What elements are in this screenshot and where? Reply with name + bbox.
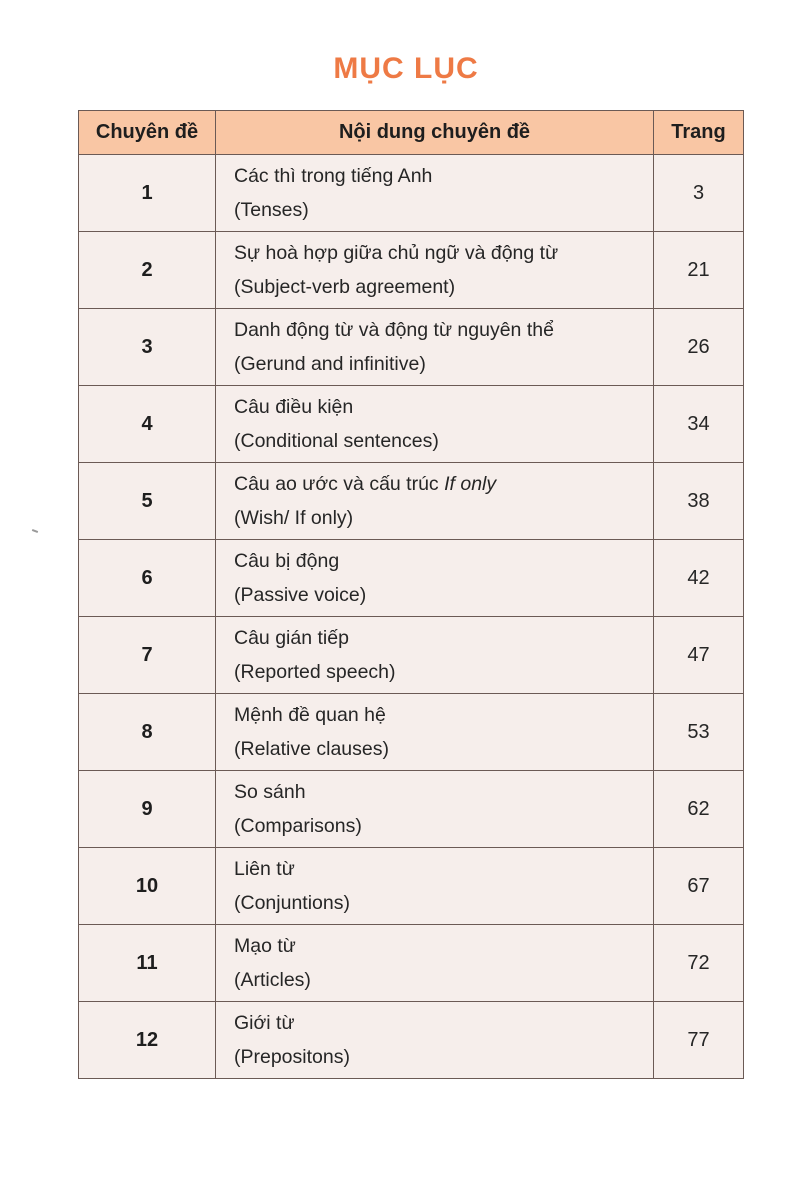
topic-content bbox=[216, 771, 654, 848]
topic-content bbox=[216, 309, 654, 386]
header-topic: Chuyên đề bbox=[79, 111, 216, 155]
topic-number: 6 bbox=[79, 540, 216, 617]
topic-title-vi bbox=[234, 236, 653, 270]
topic-number: 12 bbox=[79, 1002, 216, 1079]
table-row bbox=[79, 925, 744, 1002]
topic-title-vi bbox=[234, 621, 653, 655]
topic-title-en: (Articles) bbox=[234, 969, 311, 991]
page-number: 72 bbox=[654, 925, 744, 1002]
topic-title-vi-text: Các thì trong tiếng Anh bbox=[234, 165, 433, 187]
topic-title-vi-text: Giới từ bbox=[234, 1012, 295, 1034]
topic-content bbox=[216, 386, 654, 463]
topic-title-vi-text: Liên từ bbox=[234, 858, 295, 880]
table-row bbox=[79, 386, 744, 463]
header-content: Nội dung chuyên đề bbox=[216, 111, 654, 155]
page-number: 77 bbox=[654, 1002, 744, 1079]
page-title: MỤC LỤC bbox=[333, 52, 479, 85]
page-number: 42 bbox=[654, 540, 744, 617]
topic-title-vi-text: So sánh bbox=[234, 781, 306, 803]
topic-title-en: (Tenses) bbox=[234, 199, 309, 221]
topic-title-en: (Conjuntions) bbox=[234, 892, 350, 914]
topic-title-vi bbox=[234, 544, 653, 578]
topic-title-vi-italic: If only bbox=[444, 473, 497, 495]
topic-title-en: (Relative clauses) bbox=[234, 738, 389, 760]
table-row bbox=[79, 540, 744, 617]
page-number: 62 bbox=[654, 771, 744, 848]
header-page: Trang bbox=[654, 111, 744, 155]
table-row bbox=[79, 1002, 744, 1079]
topic-title-vi bbox=[234, 698, 653, 732]
topic-number: 2 bbox=[79, 232, 216, 309]
topic-title-vi-text: Danh động từ và động từ nguyên thể bbox=[234, 319, 554, 341]
topic-content bbox=[216, 463, 654, 540]
topic-title-vi bbox=[234, 467, 653, 501]
topic-number: 10 bbox=[79, 848, 216, 925]
topic-title-vi bbox=[234, 313, 653, 347]
topic-title-en: (Wish/ If only) bbox=[234, 507, 354, 529]
topic-number: 1 bbox=[79, 155, 216, 232]
table-row bbox=[79, 848, 744, 925]
topic-title-vi bbox=[234, 1006, 653, 1040]
table-row bbox=[79, 694, 744, 771]
table-row bbox=[79, 463, 744, 540]
page-number: 34 bbox=[654, 386, 744, 463]
topic-title-vi-text: Câu ao ước và cấu trúc bbox=[234, 473, 445, 495]
topic-title-en: (Passive voice) bbox=[234, 584, 367, 606]
stray-mark bbox=[32, 529, 38, 533]
topic-content bbox=[216, 925, 654, 1002]
topic-title-en: (Subject-verb agreement) bbox=[234, 276, 456, 298]
page-number: 21 bbox=[654, 232, 744, 309]
topic-title-vi bbox=[234, 390, 653, 424]
topic-title-en: (Reported speech) bbox=[234, 661, 396, 683]
table-row bbox=[79, 771, 744, 848]
topic-content bbox=[216, 155, 654, 232]
topic-title-vi-text: Câu gián tiếp bbox=[234, 627, 349, 649]
topic-title-vi bbox=[234, 775, 653, 809]
header-row bbox=[79, 111, 744, 155]
table-row bbox=[79, 617, 744, 694]
topic-number: 11 bbox=[79, 925, 216, 1002]
table-row bbox=[79, 232, 744, 309]
page-number: 67 bbox=[654, 848, 744, 925]
topic-number: 7 bbox=[79, 617, 216, 694]
topic-title-vi bbox=[234, 852, 653, 886]
topic-title-vi-text: Sự hoà hợp giữa chủ ngữ và động từ bbox=[234, 242, 559, 264]
topic-title-vi-text: Mạo từ bbox=[234, 935, 296, 957]
topic-content bbox=[216, 540, 654, 617]
topic-content bbox=[216, 1002, 654, 1079]
table-body bbox=[79, 155, 744, 1079]
page-number: 53 bbox=[654, 694, 744, 771]
topic-content bbox=[216, 848, 654, 925]
topic-title-vi bbox=[234, 929, 653, 963]
topic-title-en: (Gerund and infinitive) bbox=[234, 353, 426, 375]
topic-number: 9 bbox=[79, 771, 216, 848]
table-row bbox=[79, 155, 744, 232]
topic-title-en: (Comparisons) bbox=[234, 815, 362, 837]
topic-number: 8 bbox=[79, 694, 216, 771]
table-of-contents bbox=[78, 110, 744, 1079]
table-row bbox=[79, 309, 744, 386]
topic-content bbox=[216, 617, 654, 694]
topic-title-vi bbox=[234, 159, 653, 193]
page-number: 47 bbox=[654, 617, 744, 694]
topic-content bbox=[216, 232, 654, 309]
page-number: 26 bbox=[654, 309, 744, 386]
topic-number: 5 bbox=[79, 463, 216, 540]
topic-title-en: (Conditional sentences) bbox=[234, 430, 439, 452]
page-number: 3 bbox=[654, 155, 744, 232]
topic-title-vi-text: Câu điều kiện bbox=[234, 396, 354, 418]
topic-title-vi-text: Mệnh đề quan hệ bbox=[234, 704, 386, 726]
topic-number: 4 bbox=[79, 386, 216, 463]
topic-number: 3 bbox=[79, 309, 216, 386]
topic-title-vi-text: Câu bị động bbox=[234, 550, 340, 572]
page-number: 38 bbox=[654, 463, 744, 540]
topic-title-en: (Prepositons) bbox=[234, 1046, 350, 1068]
topic-content bbox=[216, 694, 654, 771]
